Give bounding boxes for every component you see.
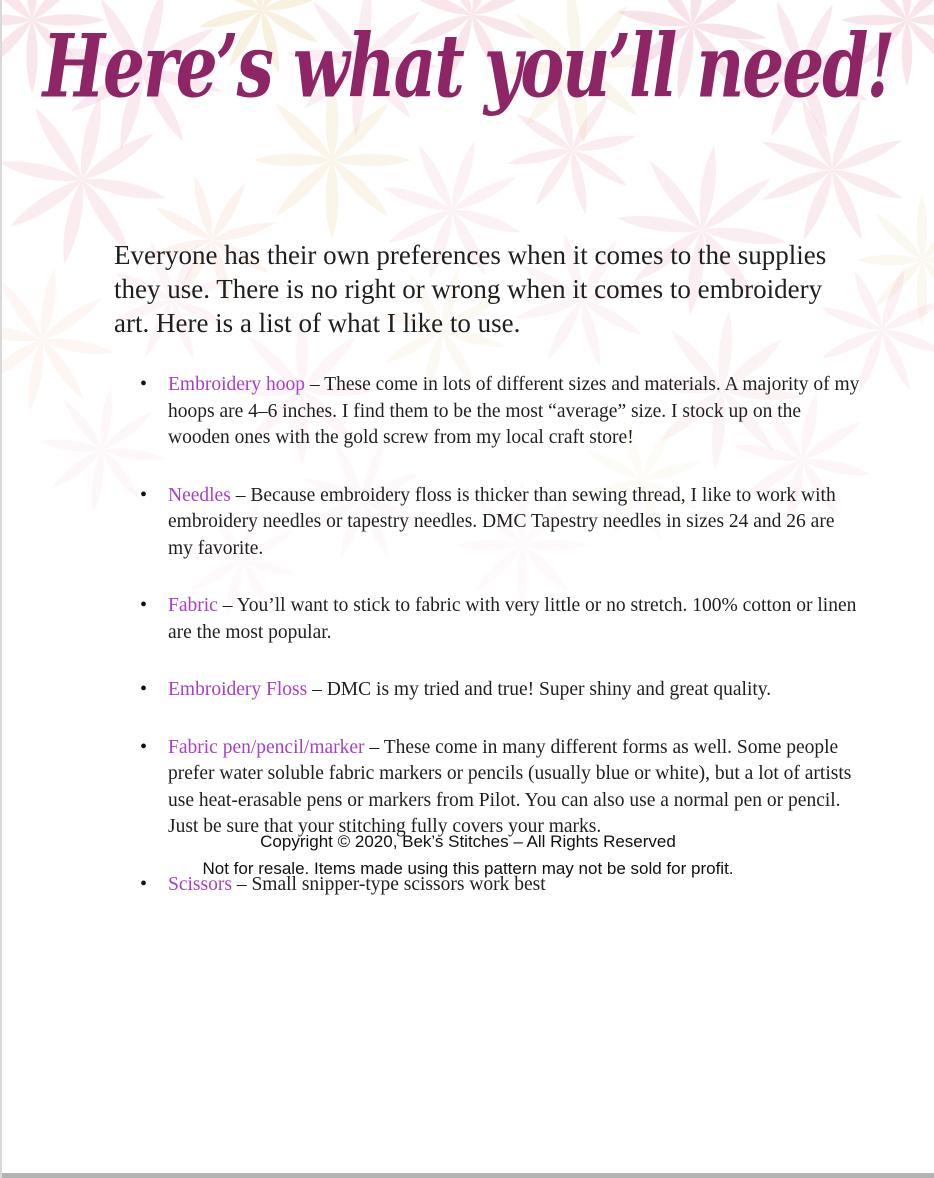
resale-notice-line: Not for resale. Items made using this pattern may not be sold for profit. — [202, 859, 734, 878]
supply-description: – These come in lots of different sizes and materials. A majority of my hoops are 4–6 inches. I find them to be the most “average” size. I stock up on the wooden ones with the gold screw from my local craft store! — [168, 374, 860, 448]
list-item-embroidery-floss — [168, 677, 862, 704]
page-header — [2, 0, 934, 172]
page-footer — [2, 828, 934, 882]
list-item-fabric — [168, 593, 862, 646]
supplies-list — [168, 372, 862, 898]
supply-description: – DMC is my tried and true! Super shiny and great quality. — [312, 679, 772, 700]
list-item-needles — [168, 483, 862, 563]
list-item-embroidery-hoop — [168, 372, 862, 452]
supply-term: Fabric — [168, 595, 218, 616]
page-body — [2, 238, 934, 898]
supply-term: Scissors — [168, 873, 232, 895]
supply-term: Needles — [168, 484, 231, 506]
supply-description: – You’ll want to stick to fabric with very little or no stretch. 100% cotton or linen are the most popular. — [168, 595, 857, 643]
supply-term: Embroidery Floss — [168, 679, 308, 700]
supply-description: – Because embroidery floss is thicker than sewing thread, I like to work with embroidery needles or tapestry needles. DMC Tapestry needles in sizes 24 and 26 are my favorite. — [168, 484, 836, 559]
intro-paragraph: Everyone has their own preferences when it comes to the supplies they use. There is no right or wrong when it comes to embroidery art. Here is a list of what I like to use. — [114, 240, 827, 338]
supply-description: – These come in many different forms as well. Some people prefer water soluble fabric markers or pencils (usually blue or white), but a lot of artists use heat-erasable pens or markers from Pilot. You can also use a normal pen or pencil. Just be sure that your stitching fully covers your marks. — [168, 736, 852, 837]
copyright-line: Copyright © 2020, Bek’s Stitches – All Rights Reserved — [260, 832, 676, 851]
list-item-fabric-pen — [168, 735, 862, 841]
supply-term: Fabric pen/pencil/marker — [168, 736, 365, 758]
page-title: Here’s what you’ll need! — [42, 14, 894, 118]
supply-description: – Small snipper-type scissors work best — [236, 873, 546, 895]
bottom-edge-divider — [2, 1173, 934, 1178]
supply-term: Embroidery hoop — [168, 374, 306, 395]
